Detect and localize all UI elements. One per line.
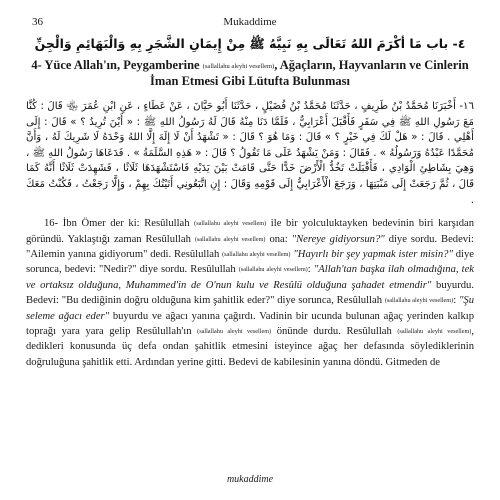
section-title-honorific: (sallallahu aleyhi vesellem) — [202, 63, 275, 70]
honorific-note: (sallallahu aleyhi vesellem) — [194, 235, 266, 243]
translation-text: buyurdu. Bedevi: "Bu dediğinin doğru olduğuna kim şahitlik eder?" diye sorunca, Resûlullah — [26, 279, 474, 307]
honorific-note: (sallallahu aleyhi vesellem) — [238, 266, 308, 274]
translation-text: , dedikleri konusunda üç defa ondan şahitlik etmesini isteyince ağaç her defasında söylediklerinin doğruluğuna şahitlik etti. Ardından yerine gitti. Bedevi de kabilesinin yanına döndü. Gitmeden de — [26, 326, 474, 368]
page-number: 36 — [32, 16, 43, 28]
translation-text: 16- İbn Ömer der ki: Resûlullah — [44, 218, 195, 230]
hadith-arabic-text: ١٦- أَخْبَرَنَا مُحَمَّدُ بْنُ طَرِيفٍ ، حَدَّثَنَا مُحَمَّدُ بْنُ فُضَيْلٍ ، حَدَّثَنَا أَبُو حَيَّانَ ، عَنْ عَطَاءٍ ، عَنِ ابْنِ عُمَرَ ﵄ قَالَ : كُنَّا مَعَ رَسُولِ اللهِ ﷺ فِي سَفَرٍ فَأَقْبَلَ أَعْرَابِيٌّ ، فَلَمَّا دَنَا مِنْهُ قَالَ لَهُ رَسُولُ اللهِ ﷺ : « أَيْنَ تُرِيدُ ؟ » قَالَ : إِلَى أَهْلِي . قَالَ : « هَلْ لَكَ فِي خَيْرٍ ؟ » قَالَ : وَمَا هُوَ ؟ قَالَ : « تَشْهَدُ أَنْ لَا إِلَهَ إِلَّا اللهُ وَحْدَهُ لَا شَرِيكَ لَهُ ، وَأَنَّ مُحَمَّدًا عَبْدُهُ وَرَسُولُهُ » . فَقَالَ : وَمَنْ يَشْهَدُ عَلَى مَا تَقُولُ ؟ قَالَ : « هَذِهِ السَّلَمَةُ » . فَدَعَاهَا رَسُولُ اللهِ ﷺ ، وَهِيَ بِشَاطِئِ الْوَادِي ، فَأَقْبَلَتْ تَخُدُّ الْأَرْضَ خَدًّا حَتَّى قَامَتْ بَيْنَ يَدَيْهِ فَاسْتَشْهَدَهَا ثَلَاثًا ، فَشَهِدَتْ ثَلَاثًا أَنَّهُ كَمَا قَالَ ، ثُمَّ رَجَعَتْ إِلَى مَنْبَتِهَا ، وَرَجَعَ الْأَعْرَابِيُّ إِلَى قَوْمِهِ وَقَالَ : إِنِ اتَّبَعُونِي أَتَيْتُكَ بِهِمْ ، وَإِلَّا رَجَعْتُ ، فَكُنْتُ مَعَكَ . — [26, 101, 474, 206]
translation-text: buyurdu ve ağacı yanına çağırdı. Vadinin bir ucunda bulunan ağaç yerinden kalkıp toprağı yara yara gelip Resûlullah'ın — [26, 310, 474, 337]
translation-text: : — [453, 295, 459, 307]
page-footer: mukaddime — [226, 474, 274, 485]
translation-text: diye sorunca, bedevi: "Nedir?" diye sordu. Resûlullah — [26, 248, 474, 276]
translation-paragraph — [26, 216, 474, 370]
honorific-note: (sallallahu aleyhi vesellem) — [197, 328, 272, 335]
quoted-speech: "Hayırlı bir şey yapmak ister misin?" — [293, 248, 453, 260]
quoted-speech: "Nereye gidiyorsun?" — [291, 233, 385, 245]
honorific-note: (sallallahu aleyhi vesellem) — [194, 220, 267, 228]
section-title — [26, 58, 474, 89]
honorific-note: (sallallahu aleyhi vesellem) — [222, 250, 291, 258]
arabic-chapter-title: ٤- باب مَا أكْرَمَ اللهُ تَعَالَى بِهِ نَبِيَّهُ ﷺ مِنْ إِيمَانِ الشَّجَرِ بِهِ وَالْبَهَائِمِ وَالْجِنِّ — [34, 36, 466, 51]
page-header — [26, 10, 474, 28]
translation-text: ile bir yolculuktayken bedevinin biri karşıdan göründü. Yaklaştığı zaman Resûlullah — [26, 218, 474, 245]
quoted-speech: "Allah'tan başka ilah olmadığına, tek ve ortaksız olduğuna, Muhammed'in de O'nun kulu ve Resûlü olduğuna şahadet etmendir" — [26, 264, 474, 291]
translation-text: diye sordu. Bedevi: "Ailemin yanına gidiyorum" dedi. Resûlullah — [26, 233, 474, 260]
running-head: Mukaddime — [223, 16, 277, 28]
hadith-translation — [26, 216, 474, 370]
section-title-part2: , Ağaçların, Hayvanların ve Cinlerin İman Etmesi Gibi Lütufta Bulunması — [149, 58, 469, 88]
translation-text: ona: — [265, 233, 292, 245]
translation-text: : — [307, 264, 314, 276]
translation-text: önünde durdu. Resûlullah — [271, 326, 398, 337]
honorific-note: (sallallahu aleyhi vesellem) — [397, 328, 472, 335]
honorific-note: (sallallahu aleyhi vesellem) — [384, 297, 454, 305]
section-title-part1: 4- Yüce Allah'ın, Peygamberine — [31, 58, 200, 72]
quoted-speech: "Şu seleme ağacı eder" — [26, 295, 474, 322]
